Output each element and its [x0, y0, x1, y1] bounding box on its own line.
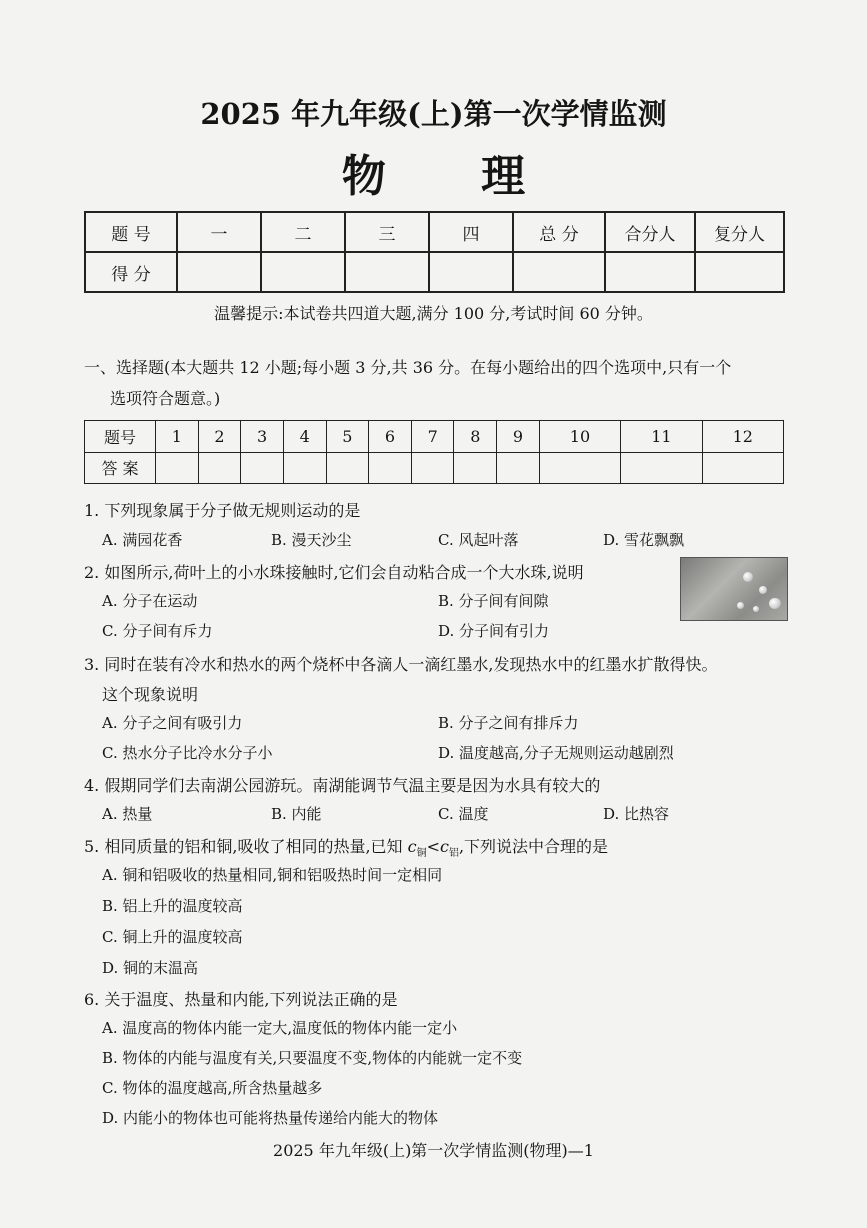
score-cell: 复分人 [695, 212, 784, 252]
answer-blank[interactable] [539, 452, 620, 484]
score-blank[interactable] [695, 252, 784, 292]
q3-option-d: D. 温度越高,分子无规则运动越剧烈 [438, 744, 674, 762]
answer-number: 8 [454, 421, 497, 453]
q4-option-d: D. 比热容 [603, 805, 670, 823]
answer-blank[interactable] [411, 452, 454, 484]
question-3-stem: 3. 同时在装有冷水和热水的两个烧杯中各滴人一滴红墨水,发现热水中的红墨水扩散得快。 [84, 655, 718, 674]
section-line-1: 一、选择题(本大题共 12 小题;每小题 3 分,共 36 分。在每小题给出的四个选项中,只有一个 [84, 358, 732, 377]
question-2-stem: 2. 如图所示,荷叶上的小水珠接触时,它们会自动粘合成一个大水珠,说明 [84, 563, 584, 582]
score-blank[interactable] [345, 252, 429, 292]
q2-option-d: D. 分子间有引力 [438, 622, 550, 640]
answer-number: 11 [621, 421, 702, 453]
score-row-label: 得 分 [85, 252, 177, 292]
answer-number: 7 [411, 421, 454, 453]
section-line-2: 选项符合题意。) [110, 389, 221, 408]
q6-option-d: D. 内能小的物体也可能将热量传递给内能大的物体 [102, 1109, 439, 1127]
answer-number: 4 [283, 421, 326, 453]
q5-option-b: B. 铝上升的温度较高 [102, 897, 243, 915]
answer-blank[interactable] [326, 452, 369, 484]
question-4-stem: 4. 假期同学们去南湖公园游玩。南湖能调节气温主要是因为水具有较大的 [84, 776, 601, 795]
score-cell: 二 [261, 212, 345, 252]
water-drop [759, 586, 767, 594]
score-cell: 四 [429, 212, 513, 252]
answer-number: 12 [702, 421, 783, 453]
q1-option-d: D. 雪花飘飘 [603, 531, 685, 549]
q1-option-b: B. 漫天沙尘 [271, 531, 352, 549]
score-table [84, 211, 785, 293]
answer-blank[interactable] [241, 452, 284, 484]
water-drop [743, 572, 753, 582]
exam-tip: 温馨提示:本试卷共四道大题,满分 100 分,考试时间 60 分钟。 [214, 304, 653, 323]
answer-number: 10 [539, 421, 620, 453]
question-1-stem: 1. 下列现象属于分子做无规则运动的是 [84, 501, 361, 520]
answer-blank[interactable] [497, 452, 540, 484]
lotus-leaf-water-drops-image [680, 557, 788, 621]
water-drop [737, 602, 744, 609]
question-3-stem-cont: 这个现象说明 [102, 685, 199, 704]
water-drop [753, 606, 759, 612]
score-blank[interactable] [605, 252, 695, 292]
q3-option-a: A. 分子之间有吸引力 [102, 714, 243, 732]
answer-blank[interactable] [621, 452, 702, 484]
q6-option-a: A. 温度高的物体内能一定大,温度低的物体内能一定小 [102, 1019, 458, 1037]
q6-option-c: C. 物体的温度越高,所含热量越多 [102, 1079, 323, 1097]
answer-header-label: 题号 [85, 421, 156, 453]
score-blank[interactable] [513, 252, 605, 292]
q6-option-b: B. 物体的内能与温度有关,只要温度不变,物体的内能就一定不变 [102, 1049, 523, 1067]
q5-stem-pre: 5. 相同质量的铝和铜,吸收了相同的热量,已知 [84, 837, 408, 856]
q5-stem-post: ,下列说法中合理的是 [458, 837, 609, 856]
q5-option-a: A. 铜和铝吸收的热量相同,铜和铝吸热时间一定相同 [102, 866, 443, 884]
answer-number: 1 [156, 421, 199, 453]
answer-number: 2 [198, 421, 241, 453]
answer-number: 9 [497, 421, 540, 453]
answer-number: 5 [326, 421, 369, 453]
answer-blank[interactable] [283, 452, 326, 484]
q4-option-c: C. 温度 [438, 805, 489, 823]
score-cell: 三 [345, 212, 429, 252]
score-blank[interactable] [429, 252, 513, 292]
score-table-header-row [85, 212, 784, 252]
exam-title: 2025 年九年级(上)第一次学情监测 [200, 97, 667, 131]
score-cell: 一 [177, 212, 261, 252]
q5-c-symbol: c [407, 837, 417, 856]
question-6-stem: 6. 关于温度、热量和内能,下列说法正确的是 [84, 990, 398, 1009]
answer-table [84, 420, 784, 484]
q1-option-a: A. 满园花香 [102, 531, 183, 549]
answer-number: 6 [369, 421, 412, 453]
q5-c-symbol: c [440, 837, 449, 856]
q4-option-a: A. 热量 [102, 805, 153, 823]
score-cell: 题 号 [85, 212, 177, 252]
q1-option-c: C. 风起叶落 [438, 531, 519, 549]
score-blank[interactable] [261, 252, 345, 292]
answer-table-number-row [85, 421, 784, 453]
q2-option-a: A. 分子在运动 [102, 592, 198, 610]
q5-option-c: C. 铜上升的温度较高 [102, 928, 243, 946]
q5-sub-aluminum: 铝 [448, 848, 459, 860]
score-cell: 总 分 [513, 212, 605, 252]
q3-option-c: C. 热水分子比冷水分子小 [102, 744, 273, 762]
answer-blank[interactable] [156, 452, 199, 484]
q2-option-c: C. 分子间有斥力 [102, 622, 213, 640]
score-blank[interactable] [177, 252, 261, 292]
q5-sub-copper: 铜 [416, 848, 427, 860]
answer-blank[interactable] [198, 452, 241, 484]
answer-table-answer-row [85, 452, 784, 484]
water-drop [769, 598, 781, 609]
score-table-score-row [85, 252, 784, 292]
q5-lt: < [426, 837, 440, 856]
answer-blank[interactable] [702, 452, 783, 484]
subject-title: 物 理 [341, 151, 566, 202]
q5-option-d: D. 铜的末温高 [102, 959, 199, 977]
page-footer: 2025 年九年级(上)第一次学情监测(物理)—1 [273, 1141, 594, 1160]
q4-option-b: B. 内能 [271, 805, 322, 823]
answer-number: 3 [241, 421, 284, 453]
answer-blank[interactable] [369, 452, 412, 484]
question-5-stem [84, 834, 608, 859]
answer-row-label: 答 案 [85, 452, 156, 484]
q2-option-b: B. 分子间有间隙 [438, 592, 549, 610]
score-cell: 合分人 [605, 212, 695, 252]
answer-blank[interactable] [454, 452, 497, 484]
q3-option-b: B. 分子之间有排斥力 [438, 714, 579, 732]
section-heading [84, 352, 794, 414]
